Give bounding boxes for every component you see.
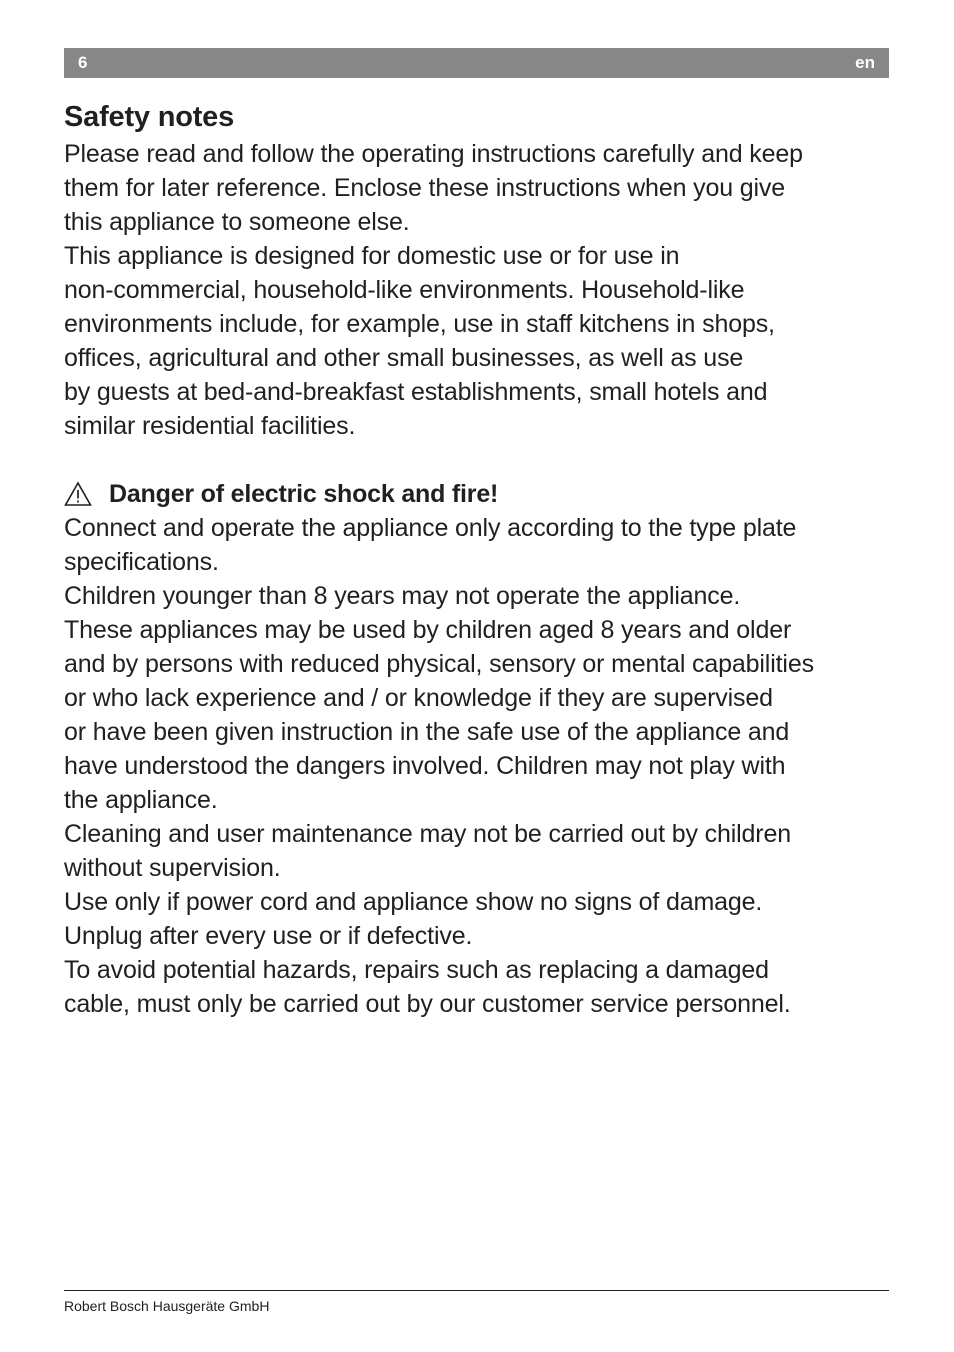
text-line: This appliance is designed for domestic use or for use in — [64, 242, 680, 270]
text-line: To avoid potential hazards, repairs such as replacing a damaged — [64, 956, 769, 984]
text-line: similar residential facilities. — [64, 412, 356, 440]
footer-divider — [64, 1290, 889, 1291]
page-title: Safety notes — [64, 101, 235, 133]
text-line: Cleaning and user maintenance may not be carried out by children — [64, 820, 791, 848]
warning-text — [64, 511, 894, 1021]
text-line: These appliances may be used by children aged 8 years and older — [64, 616, 792, 644]
text-line: by guests at bed-and-breakfast establishments, small hotels and — [64, 378, 768, 406]
text-line: or have been given instruction in the safe use of the appliance and — [64, 718, 790, 746]
text-line: this appliance to someone else. — [64, 208, 410, 236]
text-line: Unplug after every use or if defective. — [64, 922, 473, 950]
text-line: them for later reference. Enclose these instructions when you give — [64, 174, 786, 202]
text-line: cable, must only be carried out by our customer service personnel. — [64, 990, 791, 1018]
intro-text — [64, 137, 894, 443]
text-line: non-commercial, household-like environments. Household-like — [64, 276, 745, 304]
warning-triangle-icon — [64, 481, 92, 507]
warning-heading — [64, 477, 894, 511]
text-line: have understood the dangers involved. Children may not play with — [64, 752, 786, 780]
text-line: specifications. — [64, 548, 219, 576]
section-spacer — [64, 443, 894, 477]
text-line: and by persons with reduced physical, sensory or mental capabilities — [64, 650, 814, 678]
text-line: the appliance. — [64, 786, 218, 814]
text-line: without supervision. — [64, 854, 281, 882]
text-line: or who lack experience and / or knowledge if they are supervised — [64, 684, 773, 712]
text-line: offices, agricultural and other small businesses, as well as use — [64, 344, 744, 372]
text-line: environments include, for example, use in staff kitchens in shops, — [64, 310, 775, 338]
page-number: 6 — [78, 53, 88, 72]
safety-notes-section — [64, 97, 894, 1021]
language-code: en — [855, 53, 875, 72]
text-line: Use only if power cord and appliance show no signs of damage. — [64, 888, 763, 916]
text-line: Please read and follow the operating instructions carefully and keep — [64, 140, 803, 168]
page-header-bar — [64, 48, 889, 78]
footer-company: Robert Bosch Hausgeräte GmbH — [64, 1298, 270, 1314]
text-line: Children younger than 8 years may not operate the appliance. — [64, 582, 741, 610]
text-line: Connect and operate the appliance only according to the type plate — [64, 514, 797, 542]
warning-heading-text: Danger of electric shock and fire! — [109, 479, 499, 508]
